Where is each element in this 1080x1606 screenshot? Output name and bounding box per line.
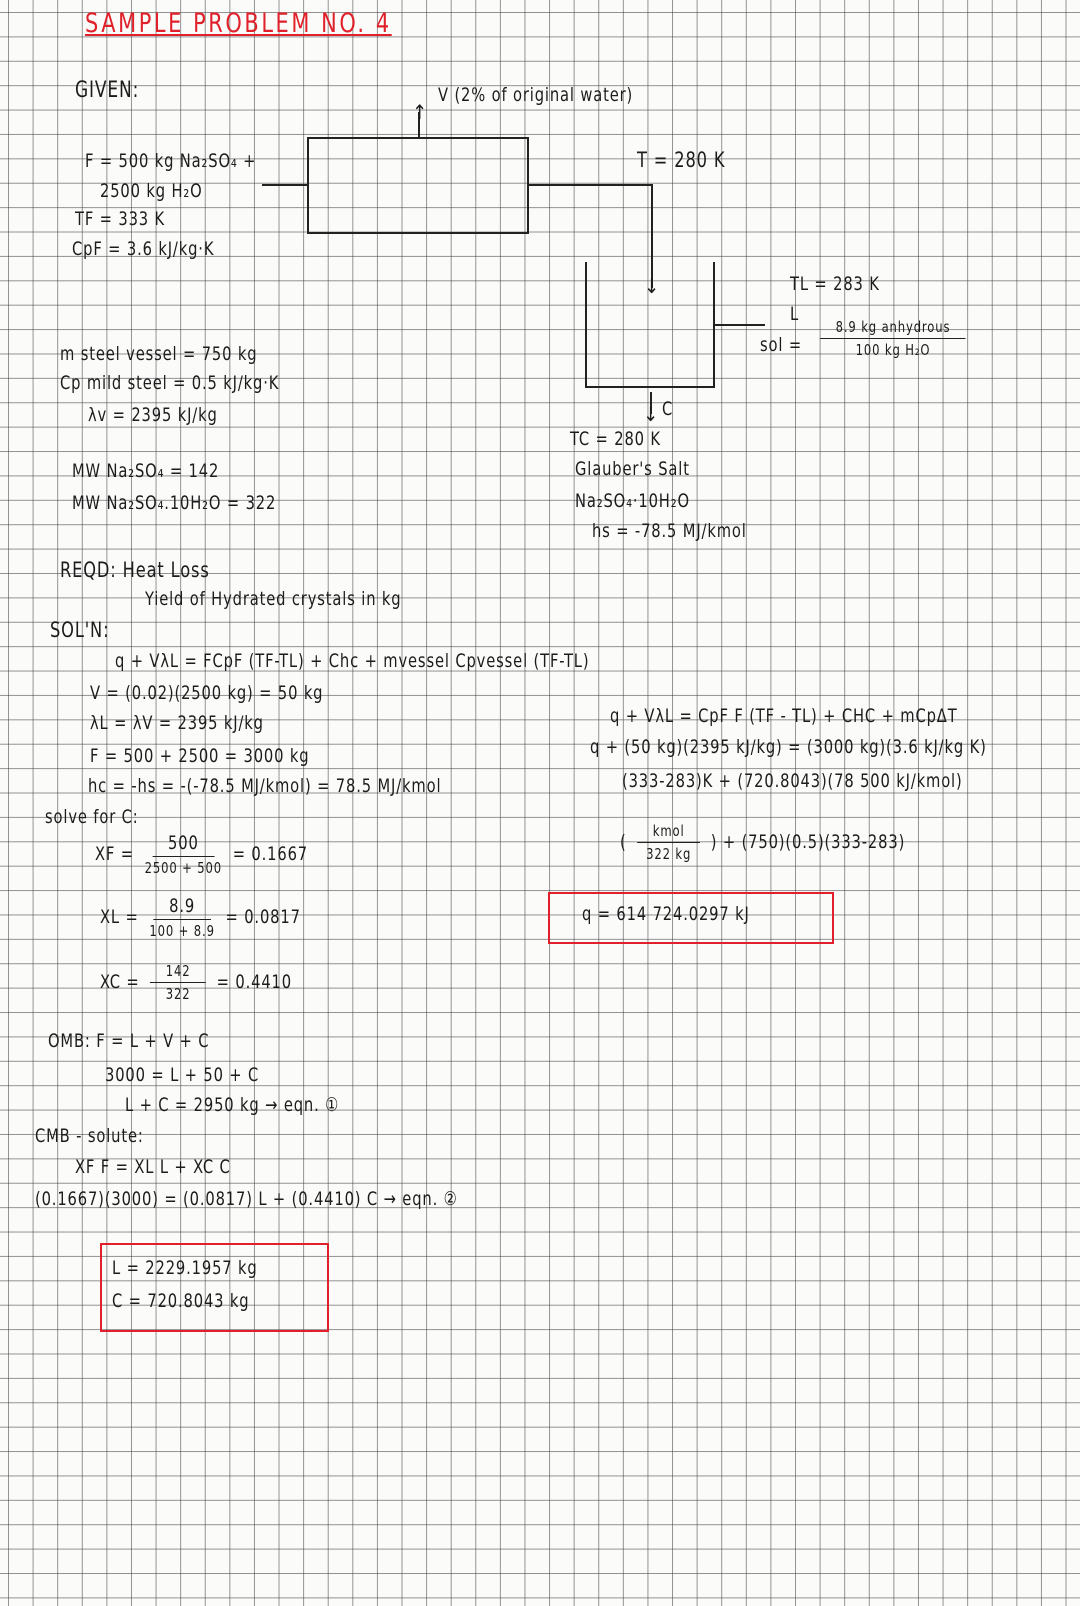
vapor-calc: V = (0.02)(2500 kg) = 50 kg: [90, 682, 324, 704]
feed-cp: CpF = 3.6 kJ/kg·K: [72, 238, 215, 260]
given-label: GIVEN:: [75, 78, 140, 103]
xl-denominator: 100 + 8.9: [149, 922, 215, 940]
feed-line: [262, 184, 307, 186]
steel-cp: Cp mild steel = 0.5 kJ/kg·K: [60, 372, 280, 394]
evaporator-box: [307, 137, 529, 234]
glauber-formula: Na₂SO₄·10H₂O: [575, 490, 690, 512]
omb: OMB: F = L + V + C: [48, 1030, 210, 1052]
omb-step3: L + C = 2950 kg → eqn. ①: [125, 1094, 340, 1116]
crystal-label: C: [662, 398, 674, 420]
feed-temperature: TF = 333 K: [75, 208, 166, 230]
arrow-down-icon: ↓: [643, 402, 659, 426]
xl-label: XL =: [100, 906, 139, 928]
liquor-temperature: TL = 283 K: [790, 273, 880, 295]
lambda-calc: λL = λV = 2395 kJ/kg: [90, 712, 264, 734]
omb-step2: 3000 = L + 50 + C: [105, 1064, 260, 1086]
energy-balance: q + VλL = FCpF (TF-TL) + Chc + mvessel Cpvessel (TF-TL): [115, 650, 590, 672]
right-eq4-rest: ) + (750)(0.5)(333-283): [710, 831, 906, 853]
vessel-mass: m steel vessel = 750 kg: [60, 343, 258, 365]
cmb-step3: (0.1667)(3000) = (0.0817) L + (0.4410) C → eqn. ②: [35, 1188, 458, 1210]
liquor-line: [715, 324, 765, 326]
crystallizer-bottom: [585, 386, 715, 388]
liquor-result: L = 2229.1957 kg: [112, 1257, 258, 1279]
outlet-temperature: T = 280 K: [637, 148, 726, 172]
feed-calc: F = 500 + 2500 = 3000 kg: [90, 745, 310, 767]
xc-calc: [100, 962, 292, 1003]
xl-value: = 0.0817: [225, 906, 301, 928]
right-eq2: q + (50 kg)(2395 kJ/kg) = (3000 kg)(3.6 kJ/kg K): [590, 736, 987, 758]
xf-value: = 0.1667: [232, 843, 309, 865]
xf-label: XF =: [95, 843, 134, 865]
right-eq1: q + VλL = CpF F (TF - TL) + CHC + mCpΔT: [610, 705, 958, 727]
xc-value: = 0.4410: [216, 971, 292, 993]
solubility-fraction: [815, 318, 971, 359]
feed-line1: F = 500 kg Na₂SO₄ +: [85, 150, 257, 172]
xf-calc: [95, 832, 308, 877]
cmb-label: CMB - solute:: [35, 1125, 144, 1147]
xc-label: XC =: [100, 971, 140, 993]
mw-anhydrous: MW Na₂SO₄ = 142: [72, 460, 220, 482]
xl-numerator: 8.9: [154, 895, 211, 920]
outlet-line-v: [651, 184, 653, 288]
solubility-numerator: 8.9 kg anhydrous: [820, 318, 966, 339]
kg-denominator: 322 kg: [646, 845, 692, 863]
right-eq4: [620, 822, 905, 863]
right-eq3: (333-283)K + (720.8043)(78 500 kJ/kmol): [622, 770, 963, 792]
kmol-numerator: kmol: [637, 822, 700, 843]
feed-line2: 2500 kg H₂O: [100, 180, 203, 202]
hc-calc: hc = -hs = -(-78.5 MJ/kmol) = 78.5 MJ/kmol: [88, 775, 442, 797]
page-title: SAMPLE PROBLEM NO. 4: [85, 8, 392, 39]
solubility-denominator: 100 kg H₂O: [855, 341, 931, 359]
required-label: REQD: Heat Loss: [60, 558, 210, 582]
arrow-down-icon: ↓: [644, 274, 660, 298]
xf-denominator: 2500 + 500: [144, 859, 223, 877]
glauber-salt: Glauber's Salt: [575, 458, 690, 480]
heat-loss-result: q = 614 724.0297 kJ: [582, 903, 750, 925]
arrow-up-icon: ↑: [412, 100, 428, 124]
liquor-label: L: [790, 303, 800, 325]
crystal-temperature: TC = 280 K: [570, 428, 661, 450]
crystal-result: C = 720.8043 kg: [112, 1290, 250, 1312]
latent-heat: λv = 2395 kJ/kg: [88, 404, 218, 426]
xc-numerator: 142: [150, 962, 206, 983]
xl-calc: [100, 895, 301, 940]
xf-numerator: 500: [153, 832, 215, 857]
solution-label: SOL'N:: [50, 618, 110, 642]
solubility-label: sol =: [760, 334, 803, 356]
xc-denominator: 322: [165, 985, 191, 1003]
crystallizer-left: [585, 262, 587, 388]
outlet-line-h: [527, 184, 652, 186]
heat-of-solution: hs = -78.5 MJ/kmol: [592, 520, 747, 542]
solve-for-c: solve for C:: [45, 806, 139, 828]
right-eq4-open: (: [620, 831, 627, 853]
cmb-step2: XF F = XL L + XC C: [75, 1156, 231, 1178]
mw-hydrate: MW Na₂SO₄.10H₂O = 322: [72, 492, 277, 514]
vapor-label: V (2% of original water): [438, 84, 634, 106]
required-yield: Yield of Hydrated crystals in kg: [145, 588, 402, 610]
